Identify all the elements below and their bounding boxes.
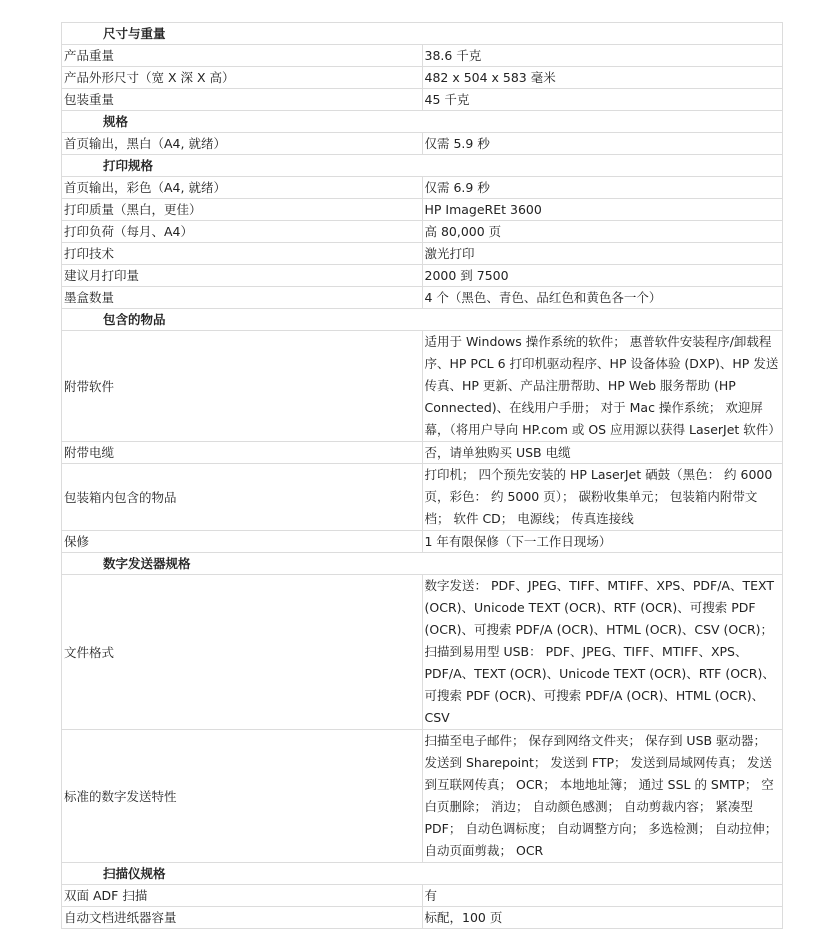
section-header-specs [62,111,783,133]
spec-value: 高 80,000 页 [422,221,783,243]
spec-row-product-weight [62,45,783,67]
section-title: 规格 [62,111,783,133]
spec-row-warranty [62,531,783,553]
spec-row-cartridge-count [62,287,783,309]
spec-value: 仅需 6.9 秒 [422,177,783,199]
section-header-scanner [62,863,783,885]
spec-key: 附带软件 [62,331,423,442]
spec-value: 打印机； 四个预先安装的 HP LaserJet 硒鼓（黑色： 约 6000 页，彩色： 约 5000 页）； 碳粉收集单元； 包装箱内附带文档； 软件 CD； 电源线； 传真连接线 [422,464,783,531]
spec-row-package-weight [62,89,783,111]
spec-value: 扫描至电子邮件； 保存到网络文件夹； 保存到 USB 驱动器； 发送到 Sharepoint； 发送到 FTP； 发送到局域网传真； 发送到互联网传真； OCR； 本地地址簿； 通过 SSL 的 SMTP； 空白页删除； 消边； 自动颜色感测； 自动剪裁内容； 紧凑型 PDF； 自动色调标度； 自动调整方向； 多选检测； 自动拉伸； 自动页面剪裁； OCR [422,730,783,863]
spec-key: 自动文档进纸器容量 [62,907,423,929]
section-header-included-items [62,309,783,331]
spec-key: 产品外形尺寸（宽 X 深 X 高） [62,67,423,89]
section-title: 扫描仪规格 [62,863,783,885]
section-title: 打印规格 [62,155,783,177]
spec-row-print-technology [62,243,783,265]
spec-key: 墨盒数量 [62,287,423,309]
spec-value: 仅需 5.9 秒 [422,133,783,155]
spec-key: 首页输出，彩色（A4, 就绪） [62,177,423,199]
spec-key: 保修 [62,531,423,553]
section-title: 包含的物品 [62,309,783,331]
spec-value: 否，请单独购买 USB 电缆 [422,442,783,464]
spec-key: 打印负荷（每月、A4） [62,221,423,243]
spec-row-dimensions [62,67,783,89]
spec-value: 1 年有限保修（下一工作日现场） [422,531,783,553]
spec-key: 包装重量 [62,89,423,111]
spec-value: 45 千克 [422,89,783,111]
spec-value: 482 x 504 x 583 毫米 [422,67,783,89]
spec-key: 双面 ADF 扫描 [62,885,423,907]
spec-key: 附带电缆 [62,442,423,464]
spec-row-digital-send-features [62,730,783,863]
spec-value: 2000 到 7500 [422,265,783,287]
spec-value: 数字发送： PDF、JPEG、TIFF、MTIFF、XPS、PDF/A、TEXT (OCR)、Unicode TEXT (OCR)、RTF (OCR)、可搜索 PDF (OCR)、可搜索 PDF/A (OCR)、HTML (OCR)、CSV (OCR)； 扫描到易用型 USB： PDF、JPEG、TIFF、MTIFF、XPS、PDF/A、TEXT (OCR)、Unicode TEXT (OCR)、RTF (OCR)、可搜索 PDF (OCR)、可搜索 PDF/A (OCR)、HTML (OCR)、CSV [422,575,783,730]
spec-row-duty-cycle [62,221,783,243]
spec-row-bundled-cables [62,442,783,464]
spec-table [61,22,783,929]
spec-row-box-contents [62,464,783,531]
spec-value: 激光打印 [422,243,783,265]
spec-row-adf-capacity [62,907,783,929]
spec-key: 建议月打印量 [62,265,423,287]
section-header-print-specs [62,155,783,177]
spec-row-first-page-mono [62,133,783,155]
spec-key: 包装箱内包含的物品 [62,464,423,531]
spec-row-print-quality [62,199,783,221]
spec-row-file-formats [62,575,783,730]
spec-row-duplex-adf [62,885,783,907]
spec-key: 打印质量（黑白，更佳） [62,199,423,221]
spec-key: 产品重量 [62,45,423,67]
spec-key: 打印技术 [62,243,423,265]
spec-row-recommended-volume [62,265,783,287]
spec-value: 适用于 Windows 操作系统的软件； 惠普软件安装程序/卸载程序、HP PCL 6 打印机驱动程序、HP 设备体验 (DXP)、HP 发送传真、HP 更新、产品注册帮助、HP Web 服务帮助 (HP Connected)、在线用户手册； 对于 Mac 操作系统； 欢迎屏幕，（将用户导向 HP.com 或 OS 应用源以获得 LaserJet 软件） [422,331,783,442]
spec-value: 4 个（黑色、青色、品红色和黄色各一个） [422,287,783,309]
spec-row-bundled-software [62,331,783,442]
spec-value: HP ImageREt 3600 [422,199,783,221]
spec-value: 38.6 千克 [422,45,783,67]
spec-key: 首页输出，黑白（A4, 就绪） [62,133,423,155]
spec-value: 标配，100 页 [422,907,783,929]
section-title: 尺寸与重量 [62,23,783,45]
spec-value: 有 [422,885,783,907]
section-header-digital-sender [62,553,783,575]
spec-key: 标准的数字发送特性 [62,730,423,863]
spec-key: 文件格式 [62,575,423,730]
spec-row-first-page-color [62,177,783,199]
section-header-dimensions [62,23,783,45]
section-title: 数字发送器规格 [62,553,783,575]
